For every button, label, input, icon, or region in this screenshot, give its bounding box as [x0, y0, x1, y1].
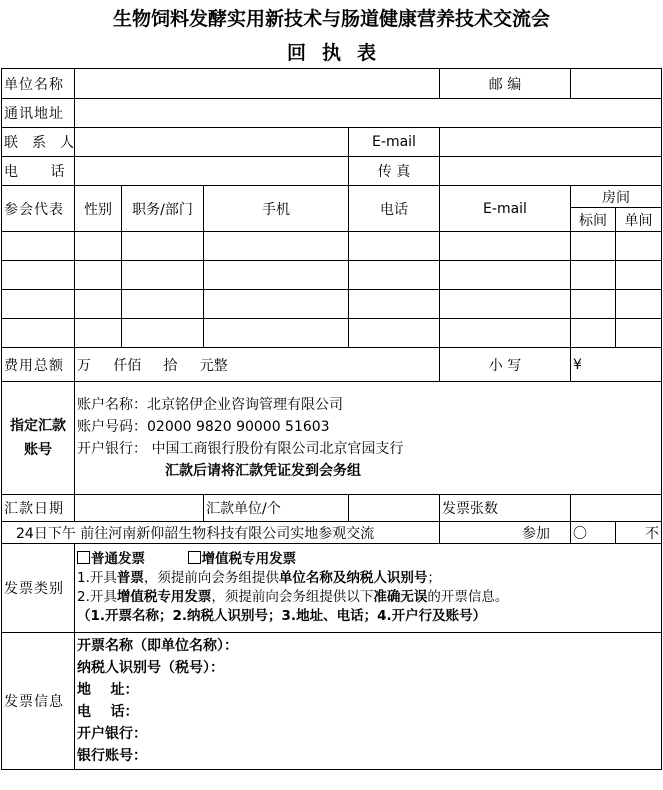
- attendee-cell[interactable]: [349, 319, 440, 348]
- attendee-cell[interactable]: [75, 319, 122, 348]
- attendee-cell[interactable]: [2, 319, 75, 348]
- account-note: 汇款后请将汇款凭证发到会务组: [165, 463, 361, 479]
- attendee-cell[interactable]: [349, 261, 440, 290]
- rep-header: 参会代表: [2, 186, 75, 232]
- attendee-cell[interactable]: [75, 290, 122, 319]
- attendee-cell[interactable]: [2, 232, 75, 261]
- remit-date-label: 汇款日期: [2, 495, 75, 522]
- invoice-taxid-line[interactable]: 纳税人识别号（税号）：: [77, 660, 224, 676]
- attendee-cell[interactable]: [440, 261, 571, 290]
- attendee-cell[interactable]: [440, 232, 571, 261]
- invoice-info-label: 发票信息: [2, 633, 75, 770]
- attendee-row: [2, 290, 662, 319]
- attendee-cell[interactable]: [440, 319, 571, 348]
- fee-label: 费用总额: [2, 348, 75, 382]
- room-single-header: 单间: [616, 208, 662, 232]
- attendee-cell[interactable]: [616, 319, 662, 348]
- remit-unit-field[interactable]: [349, 495, 440, 522]
- contact-label: 联系人: [2, 128, 75, 157]
- position-header: 职务/部门: [122, 186, 204, 232]
- email-field[interactable]: [440, 128, 662, 157]
- account-number: 账户号码：02000 9820 90000 51603: [77, 419, 330, 435]
- contact-field[interactable]: [75, 128, 349, 157]
- invoice-name-line[interactable]: 开票名称（即单位名称）：: [77, 638, 238, 654]
- attendee-cell[interactable]: [204, 319, 349, 348]
- email-header: E-mail: [440, 186, 571, 232]
- postcode-field[interactable]: [571, 69, 662, 99]
- invoice-count-label: 发票张数: [440, 495, 571, 522]
- attendee-row: [2, 261, 662, 290]
- invoice-type-content: [75, 544, 662, 633]
- attendee-cell[interactable]: [571, 232, 616, 261]
- attendee-cell[interactable]: [2, 261, 75, 290]
- normal-invoice-option: 普通发票: [91, 551, 145, 567]
- attendee-cell[interactable]: [349, 290, 440, 319]
- invoice-phone-line[interactable]: 电 话：: [77, 704, 139, 720]
- attendee-row: [2, 232, 662, 261]
- visit-text: 24日下午 前往河南新仰韶生物科技有限公司实地参观交流: [2, 522, 440, 544]
- phone-label: 电 话: [2, 157, 75, 186]
- attendee-cell[interactable]: [122, 261, 204, 290]
- fee-amount-text[interactable]: 万 仟佰 拾 元整: [75, 348, 440, 382]
- unit-name-label: 单位名称: [2, 69, 75, 99]
- account-label: 指定汇款账号: [2, 382, 75, 495]
- attendee-row: [2, 319, 662, 348]
- attendee-cell[interactable]: [122, 232, 204, 261]
- room-header: 房间: [571, 186, 662, 208]
- postcode-label: 邮 编: [440, 69, 571, 99]
- invoice-bank-line[interactable]: 开户银行：: [77, 726, 147, 742]
- address-field[interactable]: [75, 99, 662, 128]
- mobile-header: 手机: [204, 186, 349, 232]
- phone-field[interactable]: [75, 157, 349, 186]
- attendee-cell[interactable]: [571, 261, 616, 290]
- invoice-rule-2: 2.开具增值税专用发票，须提前向会务组提供以下准确无误的开票信息。: [77, 589, 509, 605]
- account-name: 账户名称：北京铭伊企业咨询管理有限公司: [77, 397, 343, 413]
- fee-small-field[interactable]: ¥: [571, 348, 662, 382]
- attendee-cell[interactable]: [616, 261, 662, 290]
- invoice-address-line[interactable]: 地 址：: [77, 682, 139, 698]
- attendee-cell[interactable]: [204, 290, 349, 319]
- visit-join-label: 参加: [440, 522, 571, 544]
- remit-date-field[interactable]: [75, 495, 204, 522]
- fax-field[interactable]: [440, 157, 662, 186]
- room-std-header: 标间: [571, 208, 616, 232]
- gender-header: 性别: [75, 186, 122, 232]
- attendee-cell[interactable]: [204, 232, 349, 261]
- page-title: 生物饲料发酵实用新技术与肠道健康营养技术交流会: [112, 8, 550, 30]
- invoice-info-content: [75, 633, 662, 770]
- invoice-account-line[interactable]: 银行账号：: [77, 748, 147, 764]
- tel-header: 电话: [349, 186, 440, 232]
- invoice-count-field[interactable]: [571, 495, 662, 522]
- attendee-cell[interactable]: [122, 290, 204, 319]
- visit-join-circle[interactable]: 〇: [571, 522, 616, 544]
- attendee-cell[interactable]: [204, 261, 349, 290]
- visit-no-label: 不: [616, 522, 662, 544]
- invoice-rule-3: （1.开票名称；2.纳税人识别号；3.地址、电话；4.开户行及账号）: [77, 608, 487, 624]
- attendee-cell[interactable]: [440, 290, 571, 319]
- attendee-cell[interactable]: [122, 319, 204, 348]
- normal-invoice-checkbox[interactable]: [77, 551, 90, 564]
- attendee-cell[interactable]: [571, 290, 616, 319]
- address-label: 通讯地址: [2, 99, 75, 128]
- receipt-form: [1, 68, 662, 770]
- fax-label: 传 真: [349, 157, 440, 186]
- vat-invoice-option: 增值税专用发票: [201, 551, 297, 567]
- attendee-cell[interactable]: [75, 232, 122, 261]
- attendee-cell[interactable]: [616, 232, 662, 261]
- attendee-cell[interactable]: [2, 290, 75, 319]
- attendee-cell[interactable]: [616, 290, 662, 319]
- form-subtitle: 回执表: [286, 42, 392, 64]
- email-label: E-mail: [349, 128, 440, 157]
- account-details: [75, 382, 662, 495]
- unit-name-field[interactable]: [75, 69, 440, 99]
- invoice-type-label: 发票类别: [2, 544, 75, 633]
- attendee-cell[interactable]: [349, 232, 440, 261]
- attendee-cell[interactable]: [75, 261, 122, 290]
- invoice-rule-1: 1.开具普票，须提前向会务组提供单位名称及纳税人识别号；: [77, 570, 441, 586]
- remit-unit-label: 汇款单位/个: [204, 495, 349, 522]
- account-bank: 开户银行： 中国工商银行股份有限公司北京官园支行: [77, 441, 404, 457]
- attendee-cell[interactable]: [571, 319, 616, 348]
- vat-invoice-checkbox[interactable]: [188, 551, 201, 564]
- fee-small-label: 小 写: [440, 348, 571, 382]
